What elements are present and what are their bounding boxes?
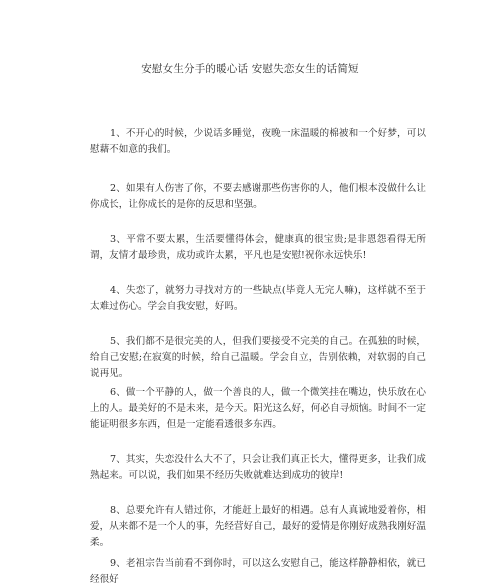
paragraph-3: 3、平常不要太累，生活要懂得体会，健康真的很宝贵;是非恩怨看得无所谓，友情才最珍贵，成功或许太累，平凡也是安慰!祝你永远快乐! (90, 234, 426, 261)
document-title: 安慰女生分手的暖心话 安慰失恋女生的话简短 (141, 63, 359, 75)
paragraph-5: 5、我们都不是很完美的人，但我们要接受不完美的自己。在孤独的时候，给自己安慰;在寂寞的时候，给自己温暖。学会自立，告别依赖，对软弱的自己说再见。 (90, 336, 426, 379)
paragraph-1: 1、不开心的时候，少说话多睡觉，夜晚一床温暖的棉被和一个好梦，可以慰藉不如意的我们。 (90, 128, 426, 155)
paragraph-9: 9、老祖宗告当前看不到你时，可以这么安慰自己，能这样静静相依，就已经很好 (90, 558, 426, 585)
paragraph-4: 4、失恋了，就努力寻找对方的一些缺点(毕竟人无完人嘛)，这样就不至于太难过伤心。学会自我安慰，好吗。 (90, 285, 426, 312)
paragraph-7: 7、其实，失恋没什么大不了，只会让我们真正长大，懂得更多，让我们成熟起来。可以说，我们如果不经历失败就难达到成功的彼岸! (90, 454, 426, 481)
paragraph-8: 8、总要允许有人错过你，才能赶上最好的相遇。总有人真诚地爱着你，相爱，从来都不是一个人的事，先经营好自己，最好的爱情是你刚好成熟我刚好温柔。 (90, 505, 426, 548)
paragraph-2: 2、如果有人伤害了你，不要去感谢那些伤害你的人，他们根本没做什么让你成长，让你成长的是你的反思和坚强。 (90, 183, 426, 210)
paragraph-6: 6、做一个平静的人，做一个善良的人，做一个微笑挂在嘴边，快乐放在心上的人。最美好的不是未来，是今天。阳光这么好，何必自寻烦恼。时间不一定能证明很多东西，但是一定能看透很多东西。 (90, 387, 426, 430)
